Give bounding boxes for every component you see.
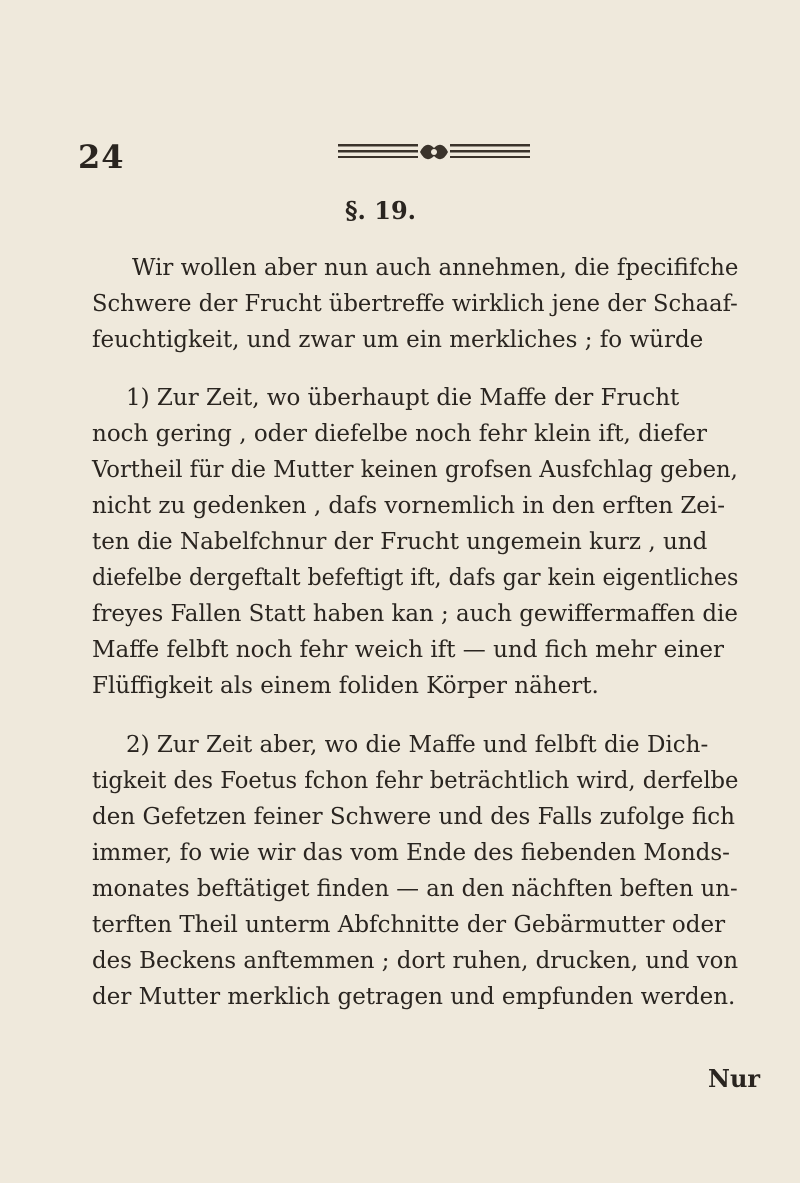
text-line: diefelbe dergeftalt befeftigt ift, dafs gar kein eigentliches: [92, 565, 739, 591]
text-line: Maffe felbft noch fehr weich ift — und fich mehr einer: [92, 637, 725, 663]
text-line: Flüffigkeit als einem foliden Körper nähert.: [92, 673, 599, 699]
catchword: Nur: [708, 1064, 761, 1093]
text-line: feuchtigkeit, und zwar um ein merkliches ; fo würde: [92, 327, 704, 353]
text-line: noch gering , oder diefelbe noch fehr klein ift, diefer: [92, 421, 707, 447]
text-line: freyes Fallen Statt haben kan ; auch gewiffermaffen die: [92, 601, 738, 627]
text-line: 2) Zur Zeit aber, wo die Maffe und felbft die Dich-: [126, 732, 709, 758]
text-line: ten die Nabelfchnur der Frucht ungemein kurz , und: [92, 529, 708, 555]
page-number: 24: [78, 138, 125, 176]
text-line: terften Theil unterm Abfchnitte der Gebärmutter oder: [92, 912, 726, 938]
text-line: Vortheil für die Mutter keinen grofsen Ausfchlag geben,: [92, 457, 738, 483]
text-line: den Gefetzen feiner Schwere und des Falls zufolge fich: [92, 804, 735, 830]
text-line: immer, fo wie wir das vom Ende des fiebenden Monds-: [92, 840, 730, 866]
text-line: tigkeit des Foetus fchon fehr beträchtlich wird, derfelbe: [92, 768, 739, 794]
header-ornament: [338, 138, 530, 166]
section-heading: §. 19.: [345, 196, 417, 225]
text-line: der Mutter merklich getragen und empfunden werden.: [92, 984, 736, 1010]
text-line: monates beftätiget finden — an den nächften beften un-: [92, 876, 738, 902]
text-line: des Beckens anftemmen ; dort ruhen, drucken, und von: [92, 948, 739, 974]
text-line: nicht zu gedenken , dafs vornemlich in den erften Zei-: [92, 493, 726, 519]
text-line: Schwere der Frucht übertreffe wirklich jene der Schaaf-: [92, 291, 738, 317]
text-line: 1) Zur Zeit, wo überhaupt die Maffe der Frucht: [126, 385, 680, 411]
text-line: Wir wollen aber nun auch annehmen, die fpecififche: [132, 255, 739, 281]
